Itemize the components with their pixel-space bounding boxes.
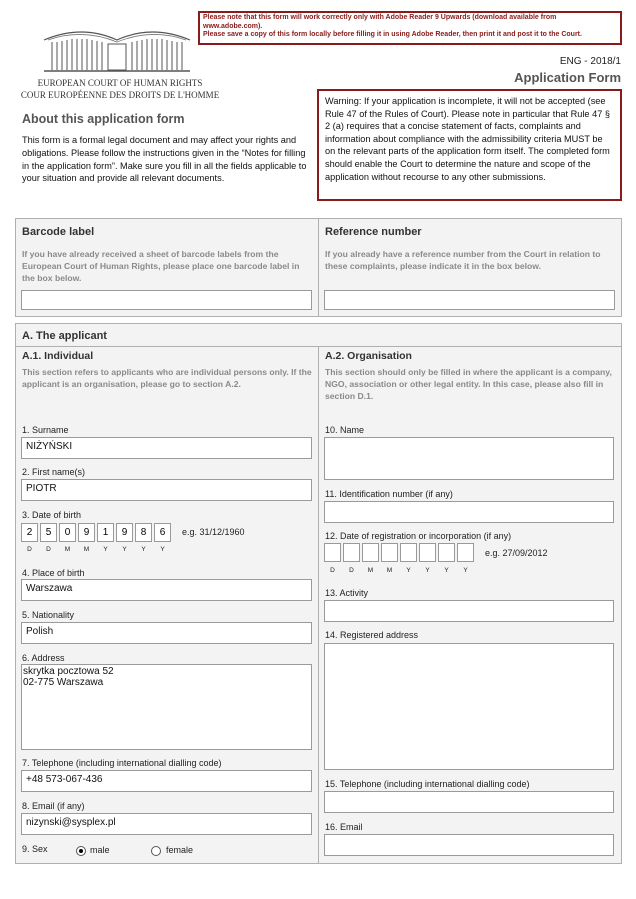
form-title: Application Form <box>514 70 621 85</box>
reg-date-letter: D <box>330 567 335 574</box>
warning-text: Warning: If your application is incomplete, it will not be accepted (see Rule 47 of the Rules of Court). Please note in particular that Rule 47 § 2 (a) requires that a concise statement of facts, complaints and information about compliance with the admissibility criteria MUST be on the relevant parts of the application form itself. The completed form should enable the Court to determine the nature and scope of the application without recourse to any other submissions. <box>325 96 610 182</box>
email-label: 8. Email (if any) <box>22 801 85 811</box>
dob-letter: M <box>64 546 71 553</box>
notice-line-2: Please save a copy of this form locally before filling it in using Adobe Reader, then print it and post it to the Court. <box>203 31 582 38</box>
dob-digit-2[interactable]: 5 <box>40 523 57 542</box>
organisation-help: This section should only be filled in where the applicant is a company, NGO, association or other legal entity. In this case, please also fill in section D.1. <box>325 367 612 401</box>
reference-number-input[interactable] <box>324 290 615 310</box>
nationality-label: 5. Nationality <box>22 610 75 620</box>
surname-label: 1. Surname <box>22 425 69 435</box>
address-line-2: 02-775 Warszawa <box>23 677 104 688</box>
reg-date-letter: M <box>386 567 393 574</box>
dob-digit-4[interactable]: 9 <box>78 523 95 542</box>
dob-digit-6[interactable]: 9 <box>116 523 133 542</box>
org-email-input[interactable] <box>324 834 614 856</box>
court-building-logo <box>42 26 192 74</box>
reference-title: Reference number <box>325 226 422 238</box>
reg-date-digit-group <box>324 543 484 579</box>
sex-female-radio[interactable] <box>151 846 161 856</box>
org-activity-input[interactable] <box>324 600 614 622</box>
org-id-input[interactable] <box>324 501 614 523</box>
org-address-textarea[interactable] <box>324 643 614 770</box>
sex-male-label: male <box>90 845 110 855</box>
dob-digit-group <box>21 523 181 559</box>
dob-letter: Y <box>160 546 165 553</box>
org-email-label: 16. Email <box>325 822 363 832</box>
surname-input[interactable]: NIŻYŃSKI <box>21 437 312 459</box>
organisation-title: A.2. Organisation <box>325 350 412 362</box>
sex-female-label: female <box>166 845 194 855</box>
org-telephone-input[interactable] <box>324 791 614 813</box>
barcode-title: Barcode label <box>22 226 95 238</box>
court-name-fr: COUR EUROPÉENNE DES DROITS DE L'HOMME <box>20 90 220 100</box>
reg-date-digit-4[interactable] <box>381 543 398 562</box>
about-text: This form is a formal legal document and may affect your rights and obligations. Please follow the instructions given in the “Notes for filling in the application form”. Make sure you fill in all the fields applicable to your situation and provide all relevant documents. <box>22 135 307 184</box>
telephone-label: 7. Telephone (including international dialling code) <box>22 758 222 768</box>
warning-box <box>317 89 622 201</box>
applicant-section-title: A. The applicant <box>22 330 107 342</box>
reference-help: If you already have a reference number from the Court in relation to these complaints, please indicate it in the box below. <box>325 249 601 271</box>
reg-date-letter: Y <box>463 567 468 574</box>
reg-date-letter: M <box>367 567 374 574</box>
org-id-label: 11. Identification number (if any) <box>325 489 453 499</box>
reg-date-digit-6[interactable] <box>419 543 436 562</box>
sex-label: 9. Sex <box>22 844 48 854</box>
dob-example: e.g. 31/12/1960 <box>182 527 245 537</box>
place-of-birth-label: 4. Place of birth <box>22 568 85 578</box>
org-address-label: 14. Registered address <box>325 630 419 640</box>
form-reference-code: ENG - 2018/1 <box>559 56 621 67</box>
dob-label: 3. Date of birth <box>22 510 82 520</box>
notice-line-1: Please note that this form will work correctly only with Adobe Reader 9 Upwards (download available from www.adobe.com). <box>203 14 557 30</box>
org-activity-label: 13. Activity <box>325 588 369 598</box>
reg-date-letter: Y <box>425 567 430 574</box>
reg-date-digit-2[interactable] <box>343 543 360 562</box>
panel-divider <box>318 218 319 317</box>
individual-title: A.1. Individual <box>22 350 94 362</box>
first-name-input[interactable]: PIOTR <box>21 479 312 501</box>
dob-letter: M <box>83 546 90 553</box>
barcode-help: If you have already received a sheet of barcode labels from the European Court of Human Rights, please place one barcode label in the box below. <box>22 249 300 283</box>
reg-date-digit-3[interactable] <box>362 543 379 562</box>
nationality-input[interactable]: Polish <box>21 622 312 644</box>
org-name-input[interactable] <box>324 437 614 480</box>
telephone-input[interactable]: +48 573-067-436 <box>21 770 312 792</box>
reg-date-example: e.g. 27/09/2012 <box>485 548 548 558</box>
dob-digit-5[interactable]: 1 <box>97 523 114 542</box>
email-input[interactable]: nizynski@sysplex.pl <box>21 813 312 835</box>
dob-letter: Y <box>103 546 108 553</box>
reg-date-digit-5[interactable] <box>400 543 417 562</box>
dob-digit-8[interactable]: 6 <box>154 523 171 542</box>
dob-digit-1[interactable]: 2 <box>21 523 38 542</box>
org-name-label: 10. Name <box>325 425 365 435</box>
first-name-label: 2. First name(s) <box>22 467 86 477</box>
applicant-column-divider <box>318 346 319 864</box>
adobe-notice <box>198 11 622 45</box>
reg-date-letter: D <box>349 567 354 574</box>
dob-digit-3[interactable]: 0 <box>59 523 76 542</box>
dob-letter: Y <box>141 546 146 553</box>
address-label: 6. Address <box>22 653 65 663</box>
dob-digit-7[interactable]: 8 <box>135 523 152 542</box>
reg-date-digit-8[interactable] <box>457 543 474 562</box>
address-line-1: skrytka pocztowa 52 <box>23 666 114 677</box>
court-name-en: EUROPEAN COURT OF HUMAN RIGHTS <box>37 78 203 88</box>
individual-help: This section refers to applicants who are individual persons only. If the applicant is an organisation, please go to section A.2. <box>22 367 312 389</box>
barcode-input[interactable] <box>21 290 312 310</box>
place-of-birth-input[interactable]: Warszawa <box>21 579 312 601</box>
dob-letter: Y <box>122 546 127 553</box>
reg-date-letter: Y <box>406 567 411 574</box>
sex-male-radio[interactable] <box>76 846 86 856</box>
about-title: About this application form <box>22 112 185 126</box>
org-telephone-label: 15. Telephone (including international dialling code) <box>325 779 530 789</box>
reg-date-digit-1[interactable] <box>324 543 341 562</box>
reg-date-letter: Y <box>444 567 449 574</box>
reg-date-digit-7[interactable] <box>438 543 455 562</box>
dob-letter: D <box>46 546 51 553</box>
dob-letter: D <box>27 546 32 553</box>
address-textarea[interactable] <box>21 664 312 750</box>
org-reg-date-label: 12. Date of registration or incorporation (if any) <box>325 531 512 541</box>
